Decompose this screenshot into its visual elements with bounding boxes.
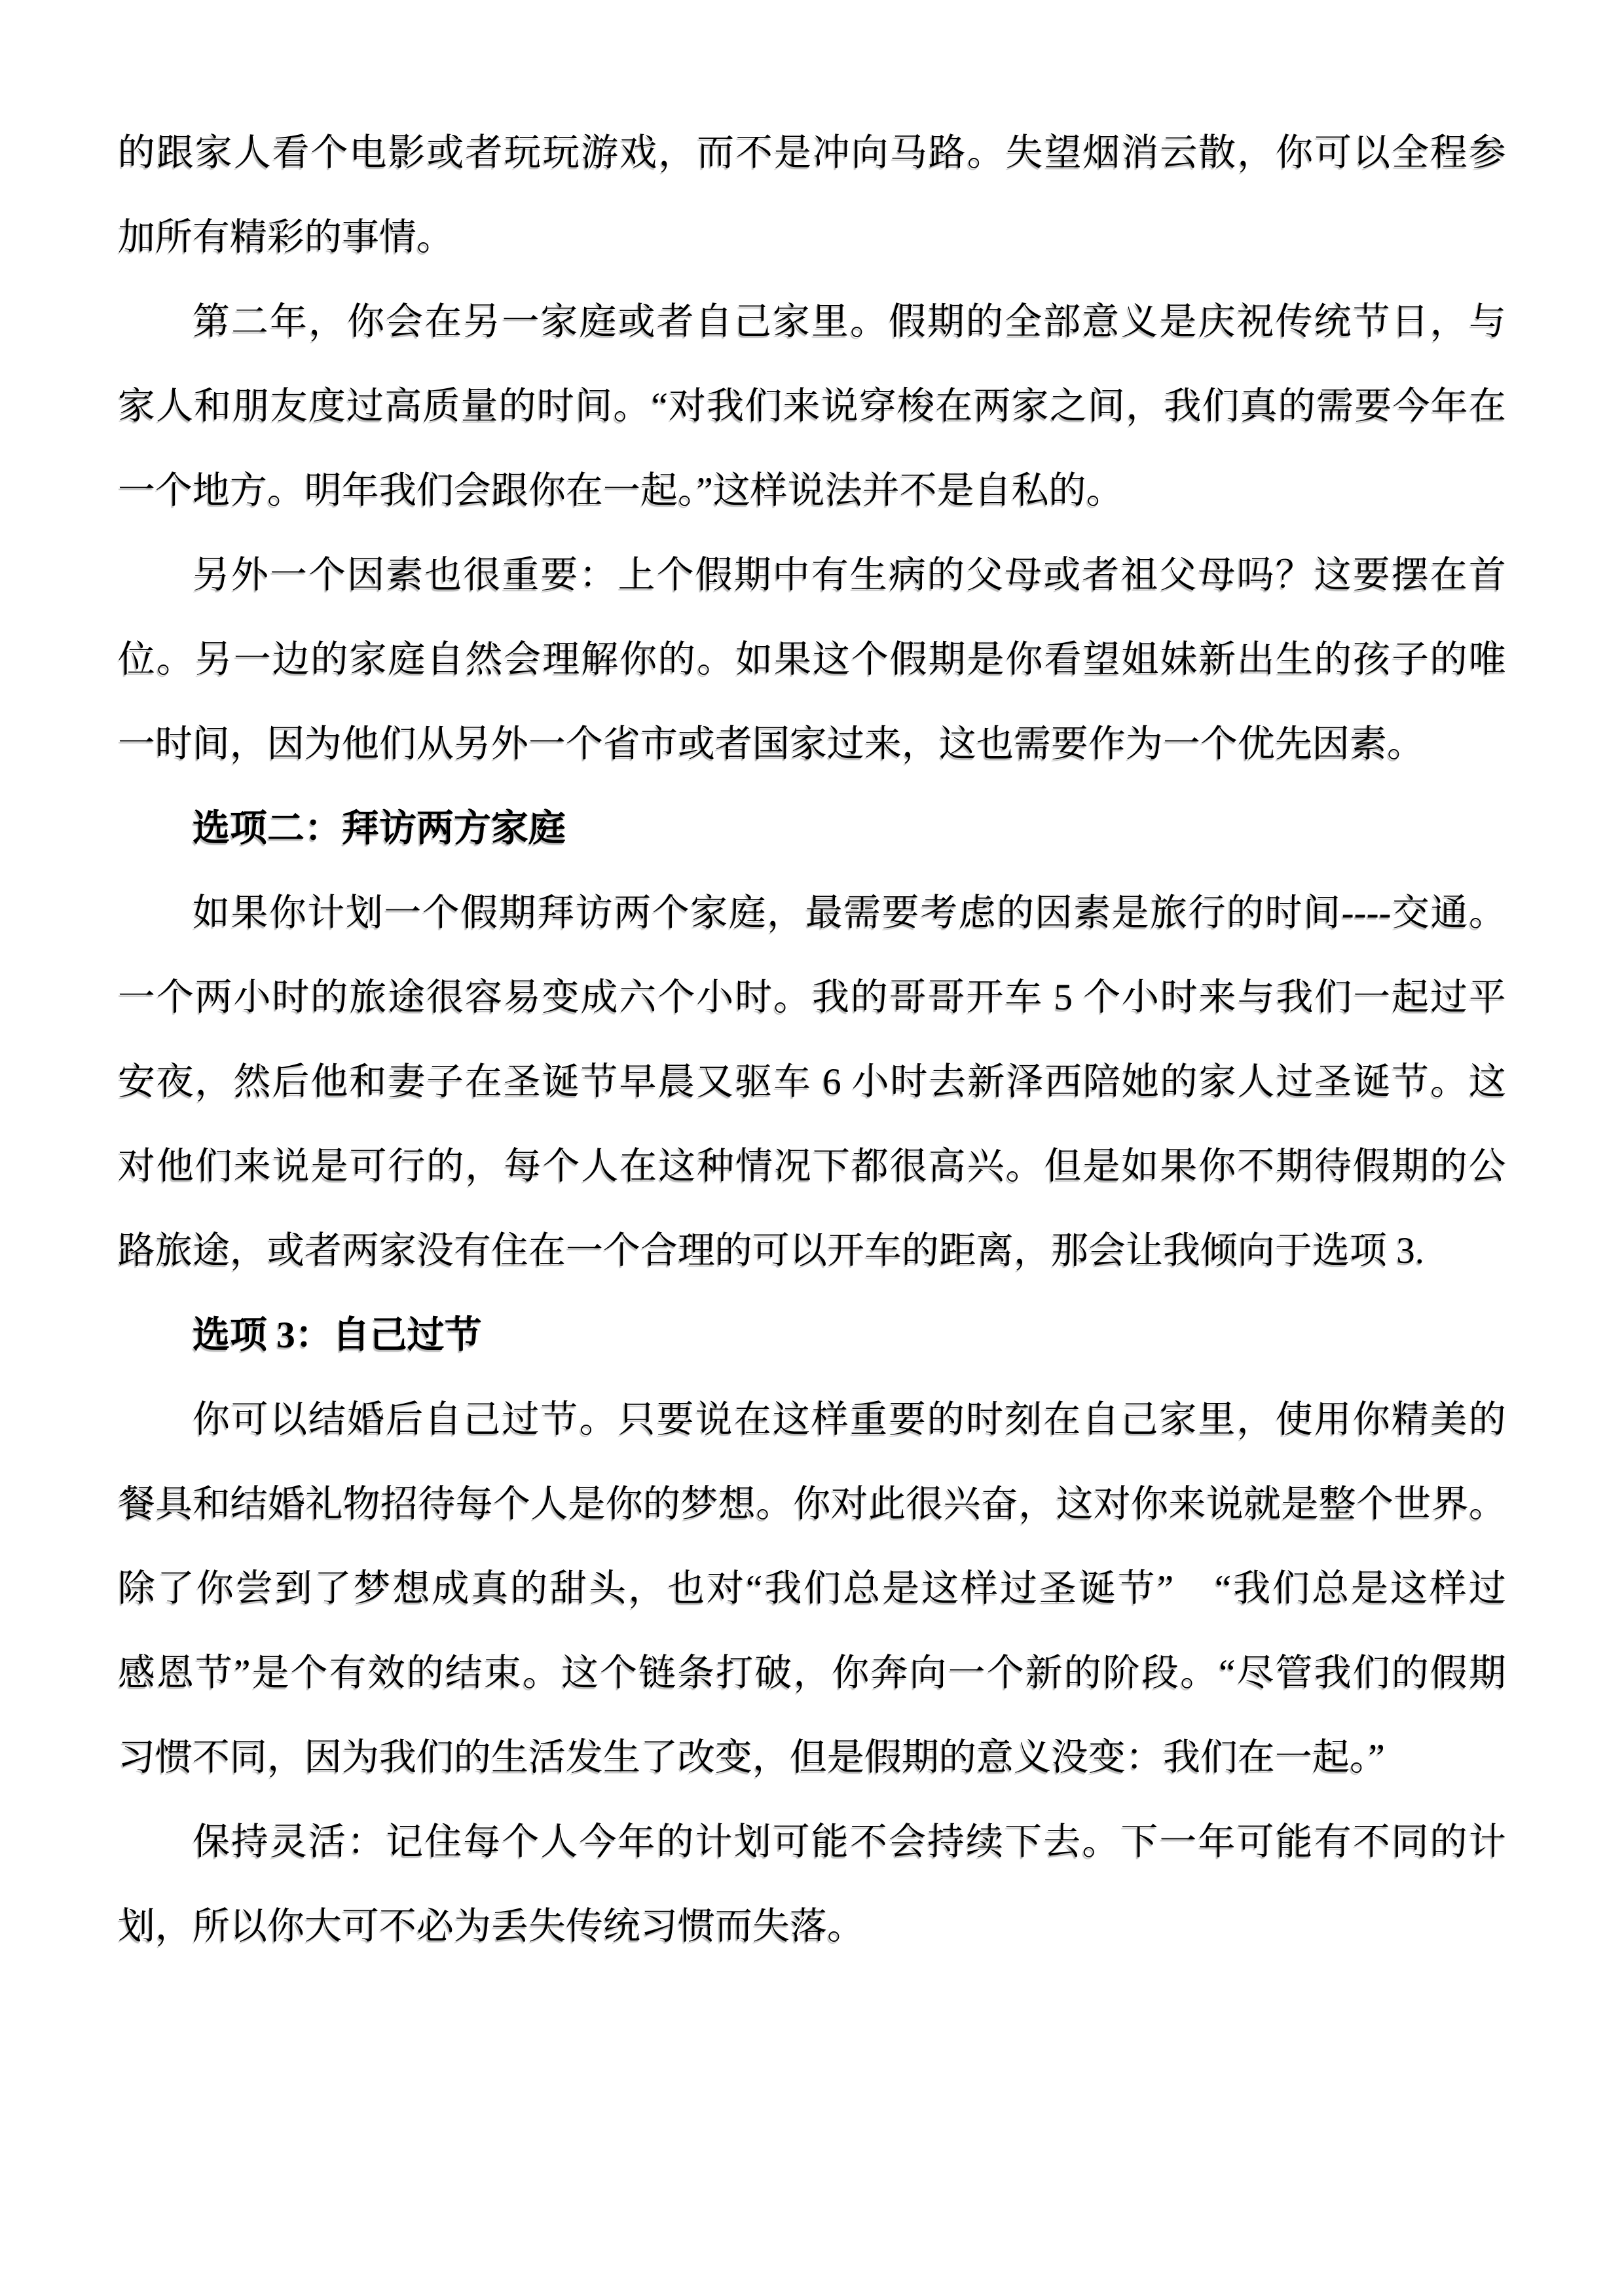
text-line: 一个地方。明年我们会跟你在一起。”这样说法并不是自私的。 (118, 470, 1124, 511)
text-line: 对他们来说是可行的，每个人在这种情况下都很高兴。但是如果你不期待假期的公 (118, 1146, 1506, 1187)
text-line: 划，所以你大可不必为丢失传统习惯而失落。 (118, 1906, 864, 1947)
text-block (118, 111, 1506, 1969)
text-line: 家人和朋友度过高质量的时间。“对我们来说穿梭在两家之间，我们真的需要今年在 (118, 386, 1506, 427)
text-line: 如果你计划一个假期拜访两个家庭，最需要考虑的因素是旅行的时间----交通。 (193, 892, 1506, 934)
text-line: 除了你尝到了梦想成真的甜头，也对“我们总是这样过圣诞节” “我们总是这样过 (118, 1568, 1506, 1609)
text-line: 餐具和结婚礼物招待每个人是你的梦想。你对此很兴奋，这对你来说就是整个世界。 (118, 1484, 1506, 1525)
text-line: 你可以结婚后自己过节。只要说在这样重要的时刻在自己家里，使用你精美的 (193, 1399, 1506, 1440)
text-line: 一个两小时的旅途很容易变成六个小时。我的哥哥开车 5 个小时来与我们一起过平 (118, 977, 1506, 1018)
text-line: 的跟家人看个电影或者玩玩游戏，而不是冲向马路。失望烟消云散，你可以全程参 (118, 132, 1506, 173)
section-heading: 选项二：拜访两方家庭 (193, 808, 566, 849)
text-line: 感恩节”是个有效的结束。这个链条打破，你奔向一个新的阶段。“尽管我们的假期 (118, 1652, 1506, 1694)
text-line: 安夜，然后他和妻子在圣诞节早晨又驱车 6 小时去新泽西陪她的家人过圣诞节。这 (118, 1061, 1506, 1102)
text-line: 一时间，因为他们从另外一个省市或者国家过来，这也需要作为一个优先因素。 (118, 723, 1424, 765)
text-line: 保持灵活：记住每个人今年的计划可能不会持续下去。下一年可能有不同的计 (193, 1821, 1506, 1863)
text-line: 位。另一边的家庭自然会理解你的。如果这个假期是你看望姐妹新出生的孩子的唯 (118, 639, 1506, 680)
text-line: 习惯不同，因为我们的生活发生了改变，但是假期的意义没变：我们在一起。” (118, 1737, 1385, 1778)
text-line: 加所有精彩的事情。 (118, 217, 454, 258)
text-line: 第二年，你会在另一家庭或者自己家里。假期的全部意义是庆祝传统节日，与 (193, 301, 1506, 342)
text-line: 另外一个因素也很重要：上个假期中有生病的父母或者祖父母吗？这要摆在首 (193, 555, 1506, 596)
section-heading: 选项 3：自己过节 (193, 1315, 482, 1356)
text-line: 路旅途，或者两家没有住在一个合理的可以开车的距离，那会让我倾向于选项 3. (118, 1230, 1424, 1271)
